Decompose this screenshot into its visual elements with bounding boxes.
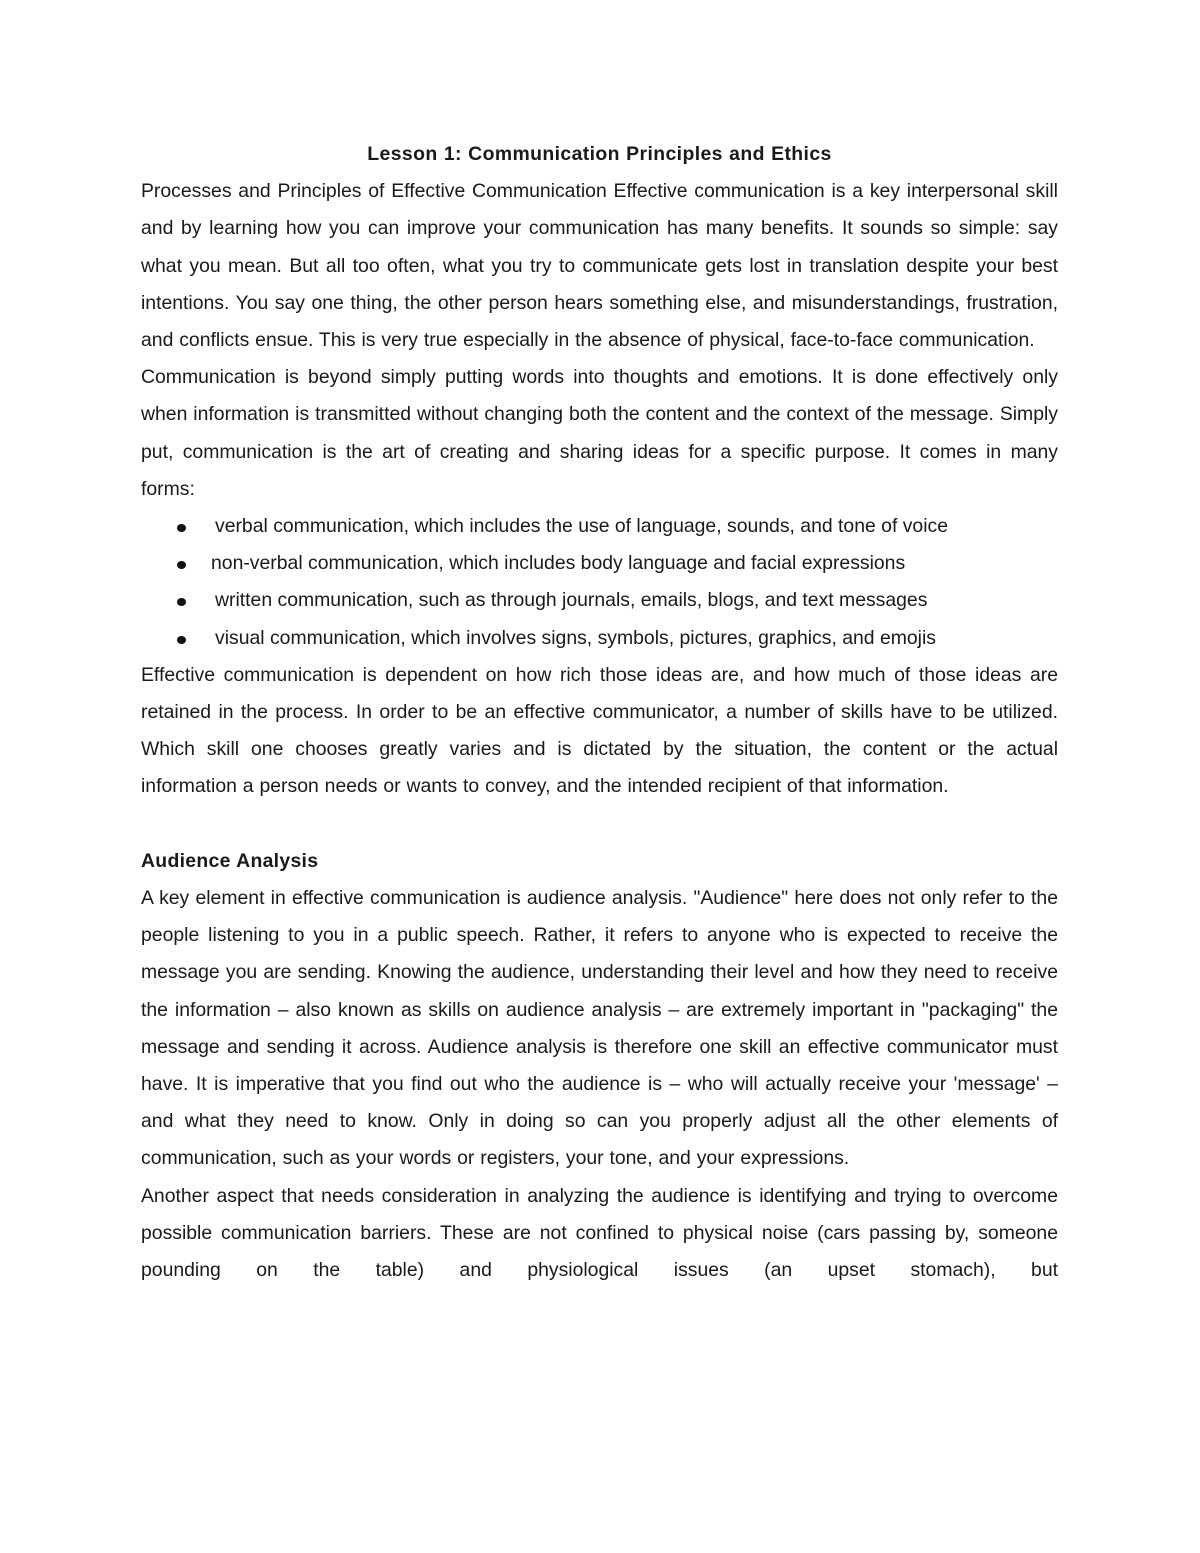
bullet-icon (177, 561, 186, 569)
list-item (141, 620, 1058, 657)
list-item-text: visual communication, which involves signs, symbols, pictures, graphics, and emojis (215, 626, 936, 649)
blank-line (141, 806, 1058, 843)
list-item-text: verbal communication, which includes the use of language, sounds, and tone of voice (215, 515, 948, 538)
communication-forms-list (141, 508, 1058, 657)
forms-paragraph: Communication is beyond simply putting words into thoughts and emotions. It is done effectively only when information is transmitted without changing both the content and the context of the message. Simply put, communication is the art of creating and sharing ideas for a specific purpose. It comes in many forms: (141, 366, 1058, 500)
effective-communication-paragraph: Effective communication is dependent on how rich those ideas are, and how much of those ideas are retained in the process. In order to be an effective communicator, a number of skills have to be utilized. Which skill one chooses greatly varies and is dictated by the situation, the content or the actual information a person needs or wants to convey, and the intended recipient of that information. (141, 663, 1058, 798)
bullet-icon (177, 636, 186, 644)
bullet-icon (177, 524, 186, 532)
list-item-text: non-verbal communication, which includes body language and facial expressions (211, 552, 906, 575)
document-body (141, 136, 1058, 1289)
lesson-title: Lesson 1: Communication Principles and Ethics (367, 143, 832, 165)
list-item-text: written communication, such as through journals, emails, blogs, and text messages (215, 589, 928, 612)
section-heading: Audience Analysis (141, 849, 319, 872)
barriers-paragraph: Another aspect that needs consideration in analyzing the audience is identifying and trying to overcome possible communication barriers. These are not confined to physical noise (cars passing by, someone pounding on the table) and physiological issues (an upset stomach), but (141, 1184, 1058, 1282)
bullet-icon (177, 598, 186, 606)
list-item (141, 545, 1058, 582)
list-item (141, 508, 1058, 545)
audience-paragraph: A key element in effective communication is audience analysis. "Audience" here does not only refer to the people listening to you in a public speech. Rather, it refers to anyone who is expected to receive the message you are sending. Knowing the audience, understanding their level and how they need to receive the information – also known as skills on audience analysis – are extremely important in "packaging" the message and sending it across. Audience analysis is therefore one skill an effective communicator must have. It is imperative that you find out who the audience is – who will actually receive your 'message' – and what they need to know. Only in doing so can you properly adjust all the other elements of communication, such as your words or registers, your tone, and your expressions. (141, 887, 1058, 1170)
list-item (141, 582, 1058, 619)
intro-paragraph: Processes and Principles of Effective Communication Effective communication is a key interpersonal skill and by learning how you can improve your communication has many benefits. It sounds so simple: say what you mean. But all too often, what you try to communicate gets lost in translation despite your best intentions. You say one thing, the other person hears something else, and misunderstandings, frustration, and conflicts ensue. This is very true especially in the absence of physical, face-to-face communication. (141, 180, 1058, 352)
